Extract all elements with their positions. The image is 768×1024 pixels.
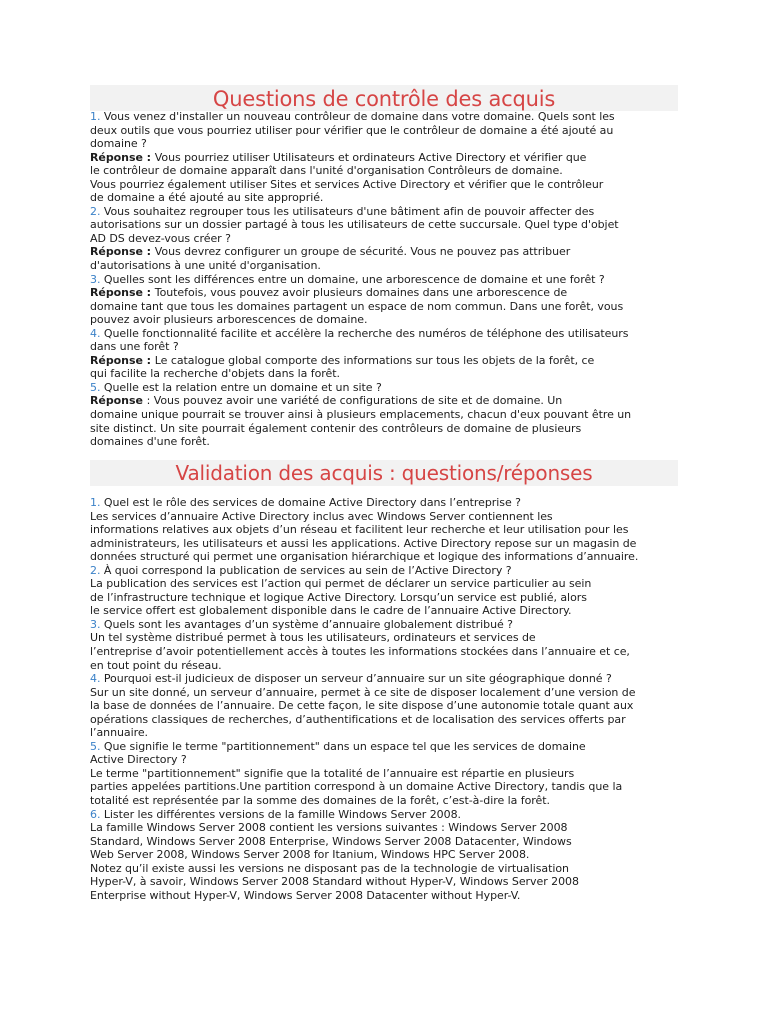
line-text: Active Directory ? (90, 753, 187, 767)
line-text: opérations classiques de recherches, d’authentifications et de localisation des services offerts par (90, 712, 626, 726)
section-validation-des-acquis (90, 460, 678, 902)
line-text: Quelle est la relation entre un domaine et un site ? (103, 380, 382, 394)
line-text: d'autorisations à une unité d'organisation. (90, 259, 321, 273)
question-number: 2. (90, 204, 104, 218)
line-text: Sur un site donné, un serveur d’annuaire, permet à ce site de disposer localement d’une version de (90, 685, 636, 699)
text-line (90, 821, 678, 835)
line-text: Enterprise without Hyper-V, Windows Server 2008 Datacenter without Hyper-V. (90, 888, 521, 902)
text-line (90, 848, 678, 862)
text-line (90, 394, 678, 408)
line-text: domaine ? (90, 137, 147, 151)
line-text: Web Server 2008, Windows Server 2008 for Itanium, Windows HPC Server 2008. (90, 848, 530, 862)
text-line (90, 137, 678, 151)
text-line (90, 340, 678, 354)
line-text: autorisations sur un dossier partagé à tous les utilisateurs de cette succursale. Quel type d'objet (90, 218, 619, 232)
text-line (90, 313, 678, 327)
section-title: Validation des acquis : questions/réponses (90, 460, 678, 486)
section-body (90, 496, 678, 902)
text-line (90, 753, 678, 767)
text-line (90, 151, 678, 165)
question-number: 4. (90, 672, 104, 686)
line-text: Que signifie le terme "partitionnement" dans un espace tel que les services de domaine (103, 739, 586, 753)
text-line (90, 124, 678, 138)
line-text: administrateurs, les utilisateurs et aussi les applications. Active Directory repose sur un magasin de (90, 536, 637, 550)
text-line (90, 672, 678, 686)
question-number: 2. (90, 563, 104, 577)
answer-label: Réponse : (90, 150, 155, 164)
text-line (90, 408, 678, 422)
text-line (90, 780, 678, 794)
line-text: : Vous pouvez avoir une variété de configurations de site et de domaine. Un (146, 394, 563, 408)
line-text: Vous devrez configurer un groupe de sécurité. Vous ne pouvez pas attribuer (154, 245, 571, 259)
text-line (90, 767, 678, 781)
text-line (90, 875, 678, 889)
line-text: totalité est représentée par la somme des domaines de la forêt, c’est-à-dire la forêt. (90, 794, 550, 808)
text-line (90, 259, 678, 273)
text-line (90, 110, 678, 124)
text-line (90, 300, 678, 314)
line-text: site distinct. Un site pourrait également contenir des contrôleurs de domaine de plusieurs (90, 421, 582, 435)
line-text: parties appelées partitions.Une partition correspond à un domaine Active Directory, tandis que la (90, 780, 623, 794)
line-text: Un tel système distribué permet à tous les utilisateurs, ordinateurs et services de (90, 631, 536, 645)
text-line (90, 631, 678, 645)
text-line (90, 889, 678, 903)
line-text: le service offert est globalement disponible dans le cadre de l’annuaire Active Directory. (90, 604, 572, 618)
text-line (90, 564, 678, 578)
text-line (90, 618, 678, 632)
text-line (90, 510, 678, 524)
text-line (90, 245, 678, 259)
question-number: 5. (90, 380, 104, 394)
line-text: de domaine a été ajouté au site approprié. (90, 191, 324, 205)
line-text: Les services d’annuaire Active Directory inclus avec Windows Server contiennent les (90, 509, 553, 523)
answer-label: Réponse : (90, 286, 155, 300)
line-text: données structuré qui permet une organisation hiérarchique et logique des informations d’annuaire. (90, 550, 639, 564)
text-line (90, 191, 678, 205)
line-text: deux outils que vous pourriez utiliser pour vérifier que le contrôleur de domaine a été ajouté au (90, 123, 614, 137)
section-title: Questions de contrôle des acquis (90, 85, 678, 111)
text-line (90, 523, 678, 537)
line-text: La famille Windows Server 2008 contient les versions suivantes : Windows Server 2008 (90, 821, 568, 835)
line-text: Notez qu’il existe aussi les versions ne disposant pas de la technologie de virtualisation (90, 861, 569, 875)
text-line (90, 835, 678, 849)
answer-label: Réponse : (90, 353, 155, 367)
text-line (90, 178, 678, 192)
text-line (90, 537, 678, 551)
line-text: Lister les différentes versions de la famille Windows Server 2008. (103, 807, 461, 821)
line-text: pouvez avoir plusieurs arborescences de domaine. (90, 313, 368, 327)
line-text: l’annuaire. (90, 726, 149, 740)
line-text: Quelle fonctionnalité facilite et accélère la recherche des numéros de téléphone des utilisateurs (103, 326, 629, 340)
question-number: 4. (90, 326, 104, 340)
line-text: domaine unique pourrait se trouver ainsi à plusieurs emplacements, chacun d'eux pouvant être un (90, 408, 632, 422)
line-text: Vous pourriez également utiliser Sites et services Active Directory et vérifier que le contrôleur (90, 177, 604, 191)
line-text: de l’infrastructure technique et logique Active Directory. Lorsqu’un service est publié, alors (90, 590, 587, 604)
text-line (90, 808, 678, 822)
text-line (90, 726, 678, 740)
text-line (90, 659, 678, 673)
text-line (90, 286, 678, 300)
text-line (90, 367, 678, 381)
text-line (90, 645, 678, 659)
text-line (90, 550, 678, 564)
line-text: la base de données de l’annuaire. De cette façon, le site dispose d’une autonomie totale quant aux (90, 699, 634, 713)
line-text: Vous pourriez utiliser Utilisateurs et ordinateurs Active Directory et vérifier que (154, 150, 587, 164)
text-line (90, 713, 678, 727)
line-text: Le catalogue global comporte des informations sur tous les objets de la forêt, ce (154, 353, 595, 367)
text-line (90, 740, 678, 754)
text-line (90, 422, 678, 436)
line-text: Toutefois, vous pouvez avoir plusieurs domaines dans une arborescence de (154, 286, 568, 300)
line-text: Quels sont les avantages d’un système d’annuaire globalement distribué ? (103, 617, 513, 631)
line-text: AD DS devez-vous créer ? (90, 231, 231, 245)
text-line (90, 591, 678, 605)
line-text: l’entreprise d’avoir potentiellement accès à toutes les informations stockées dans l’annuaire et ce, (90, 645, 630, 659)
text-line (90, 699, 678, 713)
line-text: informations relatives aux objets d’un réseau et facilitent leur recherche et leur utilisation pour les (90, 523, 629, 537)
line-text: en tout point du réseau. (90, 658, 222, 672)
question-number: 3. (90, 617, 104, 631)
text-line (90, 604, 678, 618)
text-line (90, 435, 678, 449)
text-line (90, 354, 678, 368)
line-text: Vous souhaitez regrouper tous les utilisateurs d'une bâtiment afin de pouvoir affecter des (103, 204, 595, 218)
section-body (90, 110, 678, 449)
answer-label: Réponse : (90, 245, 155, 259)
line-text: domaine tant que tous les domaines partagent un espace de nom commun. Dans une forêt, vous (90, 299, 624, 313)
line-text: domaines d'une forêt. (90, 435, 210, 449)
question-number: 1. (90, 110, 104, 123)
text-line (90, 686, 678, 700)
answer-label: Réponse (90, 394, 147, 408)
text-line (90, 205, 678, 219)
question-number: 6. (90, 807, 104, 821)
text-line (90, 496, 678, 510)
text-line (90, 794, 678, 808)
line-text: dans une forêt ? (90, 340, 179, 354)
line-text: qui facilite la recherche d'objets dans la forêt. (90, 367, 340, 381)
line-text: À quoi correspond la publication de services au sein de l’Active Directory ? (103, 563, 512, 577)
line-text: Vous venez d'installer un nouveau contrôleur de domaine dans votre domaine. Quels sont les (103, 110, 615, 123)
line-text: Standard, Windows Server 2008 Enterprise, Windows Server 2008 Datacenter, Windows (90, 834, 572, 848)
text-line (90, 232, 678, 246)
line-text: Hyper-V, à savoir, Windows Server 2008 Standard without Hyper-V, Windows Server 2008 (90, 875, 579, 889)
question-number: 3. (90, 272, 104, 286)
question-number: 5. (90, 739, 104, 753)
text-line (90, 164, 678, 178)
line-text: Le terme "partitionnement" signifie que la totalité de l’annuaire est répartie en plusieurs (90, 766, 575, 780)
text-line (90, 862, 678, 876)
line-text: le contrôleur de domaine apparaît dans l'unité d'organisation Contrôleurs de domaine. (90, 164, 563, 178)
text-line (90, 218, 678, 232)
text-line (90, 273, 678, 287)
question-number: 1. (90, 496, 104, 509)
line-text: Pourquoi est-il judicieux de disposer un serveur d’annuaire sur un site géographique donné ? (103, 672, 612, 686)
text-line (90, 577, 678, 591)
text-line (90, 327, 678, 341)
section-controle-des-acquis (90, 85, 678, 449)
line-text: La publication des services est l’action qui permet de déclarer un service particulier au sein (90, 577, 592, 591)
text-line (90, 381, 678, 395)
line-text: Quelles sont les différences entre un domaine, une arborescence de domaine et une forêt ? (103, 272, 605, 286)
line-text: Quel est le rôle des services de domaine Active Directory dans l’entreprise ? (103, 496, 521, 509)
